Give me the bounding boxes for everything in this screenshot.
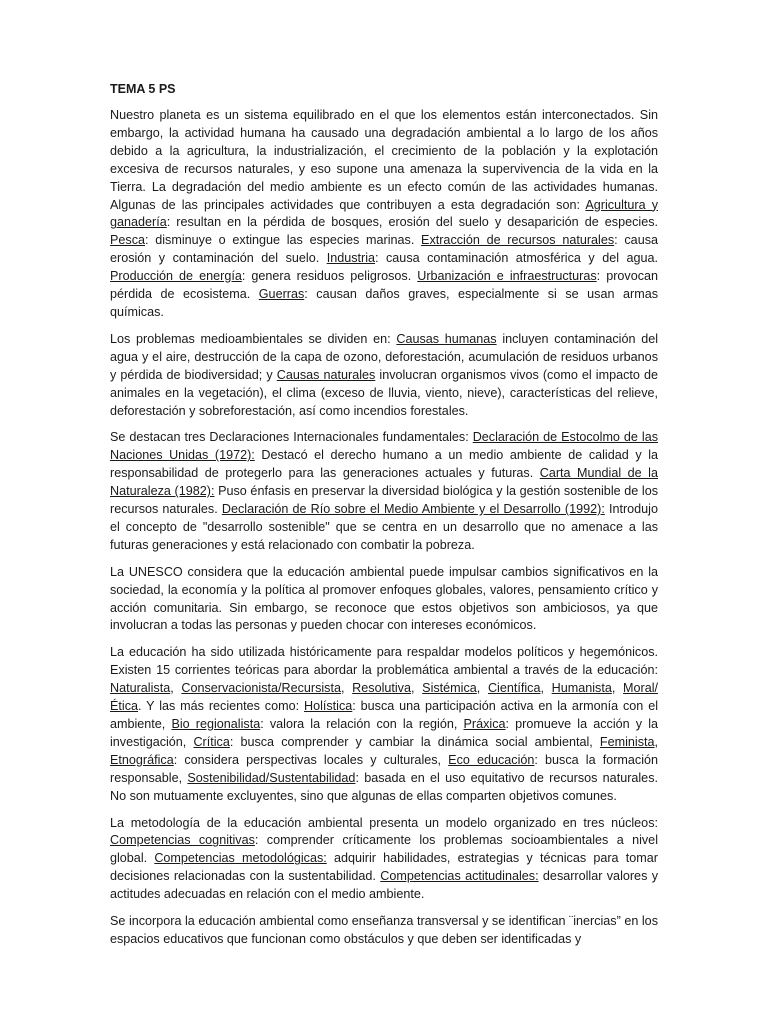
underlined-term: Etnográfica xyxy=(110,752,174,767)
paragraph-text: Se destacan tres Declaraciones Internacionales fundamentales: xyxy=(110,430,473,445)
underlined-term: Práxica xyxy=(463,717,506,731)
paragraph-text: , xyxy=(410,681,423,696)
paragraph-text: desarrollar valores y actitudes adecuadas en relación con el medio ambiente. xyxy=(110,869,658,902)
paragraph-text: : busca comprender y cambiar la dinámica social ambiental, xyxy=(229,734,600,749)
paragraph-text: Nuestro planeta es un sistema equilibrado en el que los elementos están interconectados. Sin embargo, la actividad humana ha causado una degradación ambiental a lo largo de los años debido a la agricultura, la industrialización, el crecimiento de la población y la explotación excesiva de recursos naturales, y eso supone una amenaza la supervivencia de la vida en la Tierra. La degradación del medio ambiente es un efecto común de las actividades humanas. Algunas de las principales actividades que contribuyen a esta degradación son: xyxy=(110,108,658,212)
paragraph-text: Se incorpora la educación ambiental como enseñanza transversal y se identifican ¨inercias” en los espacios educativos que funcionan como obstáculos y que deben ser identificadas y xyxy=(110,914,658,946)
paragraph-text: La UNESCO considera que la educación ambiental puede impulsar cambios significativos en la sociedad, la economía y la política al promover enfoques globales, valores, pensamiento crítico y acción comunitaria. Sin embargo, se reconoce que estos objetivos son ambiciosos, ya que involucran a todas las personas y pueden chocar con intereses económicos. xyxy=(110,564,658,633)
underlined-term: Agricultura y ganadería xyxy=(110,197,658,230)
underlined-term: Feminista xyxy=(599,734,655,749)
paragraph-text: : promueve la acción y la investigación, xyxy=(110,717,658,749)
paragraph-text: incluyen contaminación del agua y el aire, destrucción de la capa de ozono, deforestación, acumulación de residuos urbanos y pérdida de biodiversidad; y xyxy=(110,331,658,382)
paragraph-text: , xyxy=(540,681,552,696)
paragraph xyxy=(110,331,658,421)
paragraph-text: : causa erosión y contaminación del suelo. xyxy=(110,233,658,266)
underlined-term: Resolutiva xyxy=(352,681,411,696)
underlined-term: Holística xyxy=(303,699,353,714)
paragraph-text: Introdujo el concepto de "desarrollo sostenible" que se centra en un desarrollo que no amenace a las futuras generaciones y está relacionado con combatir la pobreza. xyxy=(110,502,658,552)
paragraph xyxy=(110,564,658,636)
paragraph-text: : resultan en la pérdida de bosques, erosión del suelo y desaparición de especies. xyxy=(166,215,658,230)
paragraph-text: : valora la relación con la región, xyxy=(260,717,464,731)
paragraph-text: : causa contaminación atmosférica y del agua. xyxy=(375,251,659,266)
paragraph-text: involucran organismos vivos (como el impacto de animales en la vegetación), el clima (exceso de lluvia, viento, nieve), características del relieve, deforestación y sobreforestación, así como incendios forestales. xyxy=(110,367,658,418)
paragraph-text: , xyxy=(170,681,182,696)
underlined-term: Sistémica xyxy=(422,681,477,696)
paragraph-text: Destacó el derecho humano a un medio ambiente de calidad y la responsabilidad de protegerlo para las generaciones actuales y futuras. xyxy=(110,448,659,481)
paragraph xyxy=(110,644,658,805)
underlined-term: Extracción de recursos naturales xyxy=(421,233,615,248)
paragraph-text: : basada en el uso equitativo de recursos naturales. No son mutuamente excluyentes, sino que algunas de ellas comparten objetivos comunes. xyxy=(110,770,658,803)
paragraph-text: : genera residuos peligrosos. xyxy=(241,269,418,284)
underlined-term: Sostenibilidad/Sustentabilidad xyxy=(187,770,356,785)
underlined-term: Naturalista xyxy=(110,681,171,696)
underlined-term: Causas naturales xyxy=(276,367,376,382)
paragraph xyxy=(110,107,658,322)
underlined-term: Crítica xyxy=(193,734,230,749)
underlined-term: Competencias cognitivas xyxy=(110,833,255,848)
paragraph-text: : busca una participación activa en la armonía con el ambiente, xyxy=(110,699,658,731)
paragraph xyxy=(110,815,658,905)
underlined-term: Urbanización e infraestructuras xyxy=(417,269,597,284)
paragraph-text: La metodología de la educación ambiental presenta un modelo organizado en tres núcleos: xyxy=(110,815,658,830)
paragraph-text: , xyxy=(654,734,658,749)
underlined-term: Producción de energía xyxy=(110,269,242,284)
paragraph-text: adquirir habilidades, estrategias y técnicas para tomar decisiones relacionadas con la sustentabilidad. xyxy=(110,851,658,884)
underlined-term: Guerras xyxy=(258,287,305,302)
paragraph-text: , xyxy=(611,681,624,696)
paragraph-text: , xyxy=(476,681,488,696)
document-body xyxy=(110,107,658,949)
paragraph-text: Los problemas medioambientales se dividen en: xyxy=(110,331,397,346)
underlined-term: Pesca xyxy=(110,233,146,248)
underlined-term: Humanista xyxy=(551,681,612,696)
paragraph-text: : causan daños graves, especialmente si se usan armas químicas. xyxy=(110,287,658,319)
underlined-term: Declaración de Estocolmo de las Naciones Unidas (1972): xyxy=(110,430,658,463)
underlined-term: Causas humanas xyxy=(396,331,497,346)
underlined-term: Científica xyxy=(487,681,541,696)
paragraph-text: , xyxy=(340,681,353,696)
underlined-term: Conservacionista/Recursista xyxy=(181,681,341,696)
underlined-term: Carta Mundial de la Naturaleza (1982): xyxy=(110,466,658,499)
underlined-term: Bio regionalista xyxy=(171,717,261,731)
paragraph-text: : considera perspectivas locales y culturales, xyxy=(173,752,449,767)
underlined-term: Competencias actitudinales: xyxy=(380,869,539,884)
underlined-term: Competencias metodológicas: xyxy=(154,851,327,866)
underlined-term: Declaración de Río sobre el Medio Ambiente y el Desarrollo (1992): xyxy=(221,502,605,517)
paragraph xyxy=(110,913,658,949)
paragraph-text: : provocan pérdida de ecosistema. xyxy=(110,269,659,302)
underlined-term: Eco educación xyxy=(448,752,535,767)
underlined-term: Industria xyxy=(326,251,376,266)
document-page xyxy=(110,80,658,958)
paragraph-text: La educación ha sido utilizada históricamente para respaldar modelos políticos y hegemónicos. Existen 15 corrientes teóricas para abordar la problemática ambiental a través de la educación: xyxy=(110,645,658,678)
document-title: TEMA 5 PS xyxy=(110,82,176,96)
paragraph-text: : busca la formación responsable, xyxy=(110,752,658,785)
paragraph xyxy=(110,429,658,554)
paragraph-text: . Y las más recientes como: xyxy=(138,699,304,714)
paragraph-text: : disminuye o extingue las especies marinas. xyxy=(145,233,422,248)
underlined-term: Moral/Ética xyxy=(110,681,659,714)
paragraph-text: Puso énfasis en preservar la diversidad biológica y la gestión sostenible de los recursos naturales. xyxy=(110,484,659,517)
paragraph-text: : comprender críticamente los problemas socioambientales a nivel global. xyxy=(110,833,658,866)
